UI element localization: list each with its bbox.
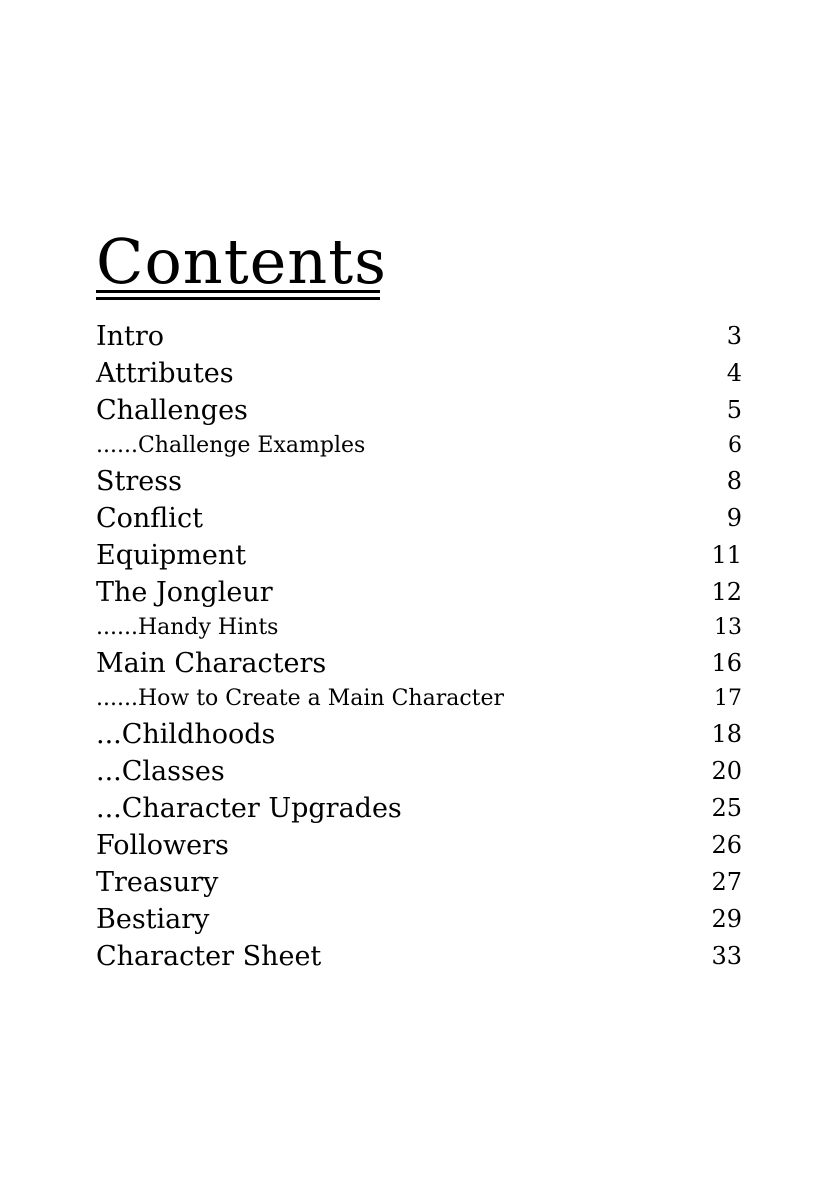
toc-entry-label: Challenges [96, 395, 248, 426]
toc-entry [96, 645, 742, 682]
toc-entry-page-number: 16 [711, 649, 742, 677]
toc-entry-label: ......How to Create a Main Character [96, 686, 505, 711]
toc-entry-label: The Jongleur [96, 577, 273, 608]
page-title: Contents [96, 225, 387, 298]
toc-entry-label: ...Character Upgrades [96, 793, 402, 824]
toc-entry-label: Treasury [96, 867, 219, 898]
title-double-underline [96, 290, 380, 300]
toc-entry [96, 355, 742, 392]
toc-entry-label: Stress [96, 466, 182, 497]
toc-entry-label: ...Childhoods [96, 719, 276, 750]
toc-entry [96, 790, 742, 827]
toc-entry [96, 827, 742, 864]
toc-entry [96, 429, 742, 463]
toc-entry-label: ......Handy Hints [96, 615, 279, 640]
toc-entry-label: ......Challenge Examples [96, 433, 366, 458]
toc-entry [96, 318, 742, 355]
toc-entry [96, 392, 742, 429]
toc-entry-page-number: 4 [726, 359, 742, 387]
toc-entry [96, 611, 742, 645]
toc-entry [96, 938, 742, 975]
toc-entry [96, 500, 742, 537]
toc-entry [96, 463, 742, 500]
toc-entry-label: Character Sheet [96, 941, 322, 972]
toc-entry-page-number: 20 [711, 757, 742, 785]
toc-entry-label: Intro [96, 321, 165, 352]
toc-entry-label: ...Classes [96, 756, 225, 787]
toc-entry-page-number: 26 [711, 831, 742, 859]
toc-entry-label: Main Characters [96, 648, 327, 679]
toc-entry-page-number: 8 [726, 467, 742, 495]
toc-entry-page-number: 29 [711, 905, 742, 933]
toc-entry-page-number: 12 [711, 578, 742, 606]
toc-entry-page-number: 5 [726, 396, 742, 424]
toc-entry [96, 574, 742, 611]
toc-entry [96, 682, 742, 716]
toc-entry-label: Bestiary [96, 904, 210, 935]
toc-entry-page-number: 9 [726, 504, 742, 532]
toc-entry-page-number: 3 [726, 322, 742, 350]
table-of-contents [96, 318, 742, 975]
toc-entry [96, 901, 742, 938]
toc-entry [96, 753, 742, 790]
toc-entry-page-number: 33 [711, 942, 742, 970]
toc-entry-label: Followers [96, 830, 229, 861]
toc-entry [96, 864, 742, 901]
toc-entry-page-number: 18 [711, 720, 742, 748]
toc-entry-page-number: 17 [714, 686, 742, 711]
toc-entry-page-number: 6 [728, 433, 742, 458]
toc-entry [96, 537, 742, 574]
toc-entry-label: Equipment [96, 540, 247, 571]
toc-entry [96, 716, 742, 753]
toc-entry-label: Attributes [96, 358, 234, 389]
toc-entry-page-number: 13 [714, 615, 742, 640]
toc-entry-label: Conflict [96, 503, 203, 534]
toc-entry-page-number: 11 [711, 541, 742, 569]
toc-entry-page-number: 25 [711, 794, 742, 822]
toc-entry-page-number: 27 [711, 868, 742, 896]
